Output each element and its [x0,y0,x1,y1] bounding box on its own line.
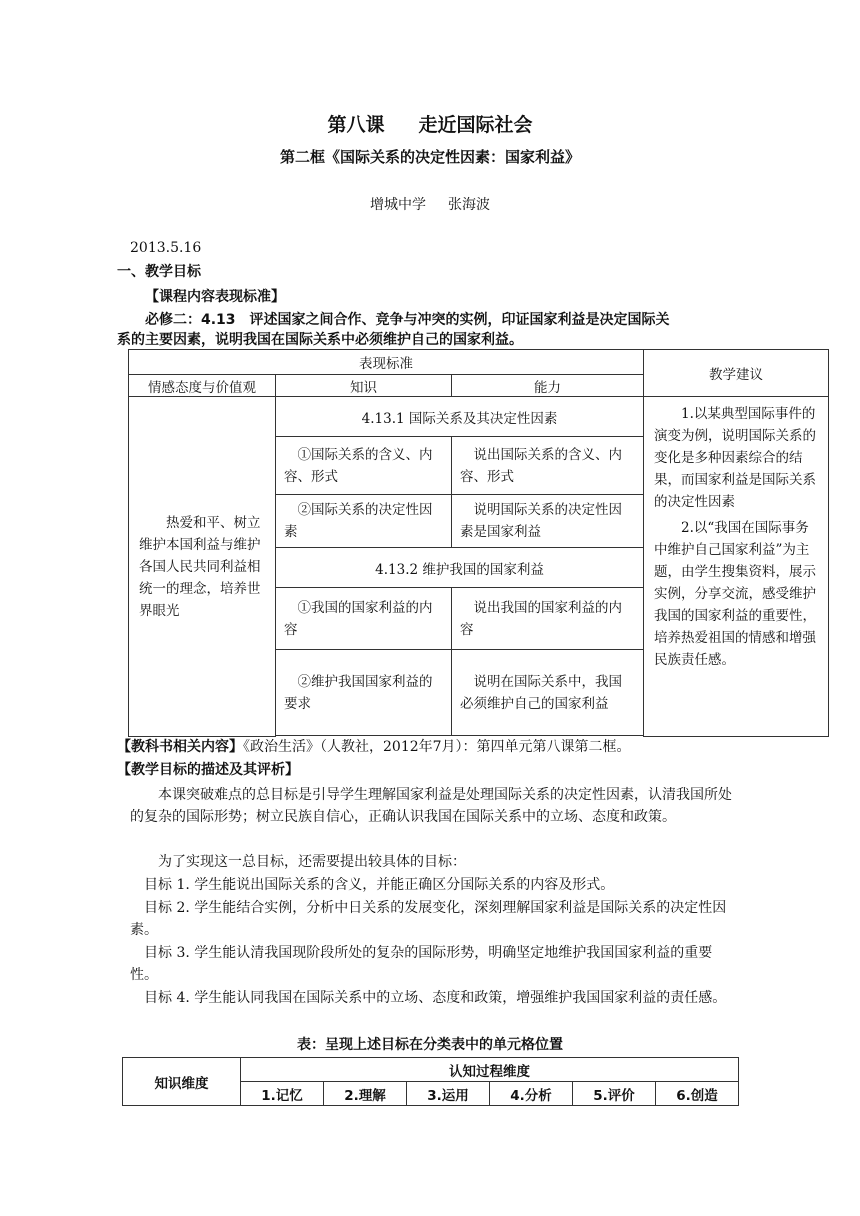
knowledge-4-text: ②维护我国国家利益的要求 [284,673,433,712]
attitude-cell [129,397,276,737]
knowledge-1 [276,437,452,495]
knowledge-1-text: ①国际关系的含义、内容、形式 [284,446,433,485]
knowledge-2-text: ②国际关系的决定性因素 [284,502,433,540]
taxonomy-col: 3.运用 [407,1082,490,1106]
textbook-text: 《政治生活》（人教社，2012年7月）：第四单元第八课第二框。 [243,739,631,755]
taxonomy-col: 1.记忆 [241,1082,324,1106]
date: 2013.5.16 [130,240,202,256]
header-knowledge: 知识 [276,375,452,397]
textbook-line [117,737,631,757]
topic-2: 4.13.2 维护我国的国家利益 [276,548,644,588]
ability-2 [452,495,644,548]
taxonomy-col: 6.创造 [656,1082,739,1106]
header-attitude: 情感态度与价值观 [129,375,276,397]
objectives-lead: 为了实现这一总目标，还需要提出较具体的目标： [158,854,466,870]
goal-4: 目标 4. 学生能认同我国在国际关系中的立场、态度和政策，增强维护我国国家利益的责任感。 [144,990,727,1006]
lesson-title [0,110,860,137]
knowledge-2 [276,495,452,548]
lesson-subtitle: 第二框《国际关系的决定性因素：国家利益》 [279,148,580,166]
lesson-number: 第八课 [327,114,385,136]
knowledge-3 [276,588,452,650]
taxonomy-caption: 表：呈现上述目标在分类表中的单元格位置 [297,1037,563,1053]
attitude-text: 热爱和平、树立维护本国利益与维护各国人民共同利益相统一的理念，培养世界眼光 [139,514,261,619]
header-group: 表现标准 [129,350,644,375]
ability-3-text: 说出我国的国家利益的内容 [460,599,622,638]
lesson-name: 走近国际社会 [418,114,533,136]
school-name: 增城中学 [370,197,426,213]
ability-1 [452,437,644,495]
suggestion-1: 1.以某典型国际事件的演变为例，说明国际关系的变化是多种因素综合的结果，而国家利益是国际关系的决定性因素 [654,406,817,510]
knowledge-3-text: ①我国的国家利益的内容 [284,599,433,638]
taxonomy-col: 2.理解 [324,1082,407,1106]
knowledge-4 [276,650,452,736]
goal-3: 目标 3. 学生能认清我国现阶段所处的复杂的国际形势，明确坚定地维护我国国家利益的重要性。 [130,945,713,983]
standard-heading: 【课程内容表现标准】 [145,289,285,305]
objectives-heading: 【教学目标的描述及其评析】 [117,762,299,778]
header-suggestion: 教学建议 [644,350,829,397]
ability-4-text: 说明在国际关系中，我国必须维护自己的国家利益 [460,673,622,712]
goal-2: 目标 2. 学生能结合实例，分析中日关系的发展变化，深刻理解国家利益是国际关系的决定性因素。 [130,900,727,938]
ability-3 [452,588,644,650]
header-ability: 能力 [452,375,644,397]
textbook-label: 【教科书相关内容】 [117,739,243,755]
taxonomy-group-header: 认知过程维度 [241,1058,739,1082]
ability-2-text: 说明国际关系的决定性因素是国家利益 [460,502,622,540]
objectives-intro: 本课突破难点的总目标是引导学生理解国家利益是处理国际关系的决定性因素，认清我国所处的复杂的国际形势；树立民族自信心，正确认识我国在国际关系中的立场、态度和政策。 [130,787,732,825]
author-line [0,194,860,214]
taxonomy-row-header: 知识维度 [123,1058,241,1106]
ability-4 [452,650,644,736]
section-heading: 一、教学目标 [117,264,201,280]
standard-text-line2: 系的主要因素，说明我国在国际关系中必须维护自己的国家利益。 [117,332,523,348]
standard-text-line1: 必修二：4.13 评述国家之间合作、竞争与冲突的实例，印证国家利益是决定国际关 [145,312,670,328]
suggestion-2: 2.以“我国在国际事务中维护自己国家利益”为主题，由学生搜集资料，展示实例，分享交流，感受维护我国的国家利益的重要性，培养热爱祖国的情感和增强民族责任感。 [654,520,817,668]
taxonomy-col: 4.分析 [490,1082,573,1106]
suggestion-cell [644,397,829,737]
taxonomy-table [122,1057,739,1106]
teacher-name: 张海波 [448,197,490,213]
standards-table [128,349,829,737]
goal-1: 目标 1. 学生能说出国际关系的含义，并能正确区分国际关系的内容及形式。 [144,877,615,893]
taxonomy-col: 5.评价 [573,1082,656,1106]
topic-1: 4.13.1 国际关系及其决定性因素 [276,397,644,437]
ability-1-text: 说出国际关系的含义、内容、形式 [460,446,622,485]
